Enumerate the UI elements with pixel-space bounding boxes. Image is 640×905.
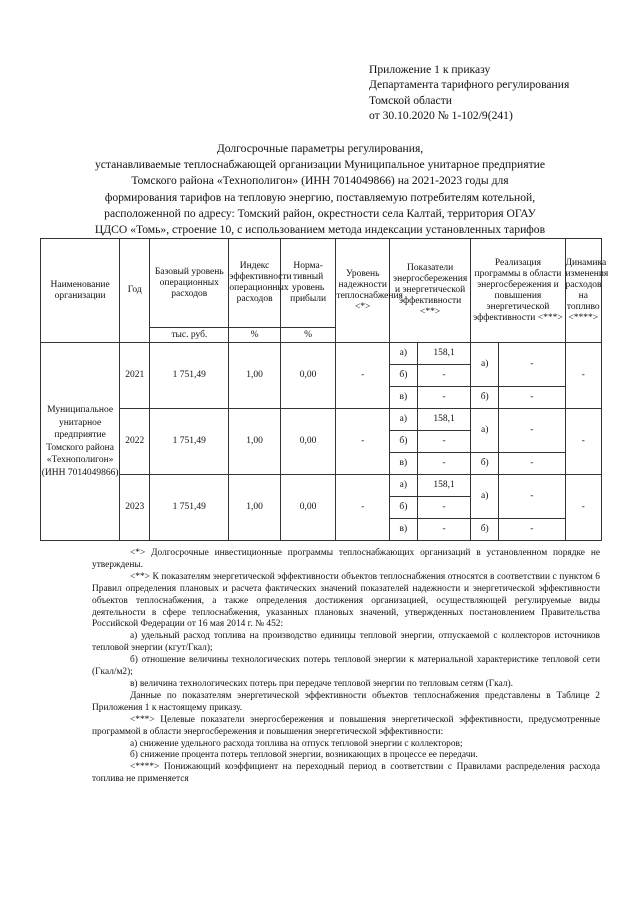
footnote: в) величина технологических потерь при передаче тепловой энергии по тепловым сетям (Гкал). [130, 678, 513, 689]
energy-label: в) [389, 453, 417, 475]
org-name: Муниципальное унитарное предприятие Томского района «Технополигон» (ИНН 7014049866) [41, 343, 120, 541]
title-line: расположенной по адресу: Томский район, окрестности села Калтай, территория ОГАУ [104, 206, 536, 220]
header-program: Реализация программы в области энергосбережения и повышения энергетической эффективности <***> [471, 239, 565, 343]
index-cell: 1,00 [229, 409, 280, 475]
header-norm: Норма-тивный уровень прибыли [280, 239, 336, 328]
program-label: а) [471, 409, 499, 453]
footnote: а) удельный расход топлива на производство единицы тепловой энергии, отпускаемой с коллекторов источников тепловой энергии (кгут/Гкал); [92, 631, 600, 654]
appendix-line: Департамента тарифного регулирования [369, 78, 570, 92]
energy-label: а) [389, 343, 417, 365]
program-value: - [499, 475, 565, 519]
footnotes [92, 548, 600, 786]
header-dynamics: Динамика изменения расходов на топливо <****> [565, 239, 601, 343]
program-value: - [499, 387, 565, 409]
program-label: б) [471, 453, 499, 475]
norm-cell: 0,00 [280, 343, 336, 409]
title-line: Долгосрочные параметры регулирования, [216, 142, 424, 155]
footnote: Данные по показателям энергетической эффективности объектов теплоснабжения представлены в Таблице 2 Приложения 1 к настоящему приказу. [92, 690, 600, 713]
energy-label: а) [389, 475, 417, 497]
energy-value: - [417, 519, 471, 541]
norm-cell: 0,00 [280, 409, 336, 475]
header-reliability: Уровень надежности теплоснабжения <*> [336, 239, 390, 343]
program-value: - [499, 519, 565, 541]
energy-label: в) [389, 387, 417, 409]
table-row [41, 409, 602, 431]
table-row [41, 343, 602, 365]
reliability-cell: - [336, 343, 390, 409]
program-value: - [499, 409, 565, 453]
header-org: Наименование организации [41, 239, 120, 343]
base-cell: 1 751,49 [150, 409, 229, 475]
year-cell: 2022 [120, 409, 150, 475]
program-value: - [499, 343, 565, 387]
energy-value: 158,1 [417, 475, 471, 497]
norm-cell: 0,00 [280, 475, 336, 541]
dynamics-cell: - [565, 475, 601, 541]
appendix-line: Приложение 1 к приказу [369, 63, 491, 76]
header-energy: Показатели энергосбережения и энергетической эффективности <**> [389, 239, 470, 343]
base-cell: 1 751,49 [150, 475, 229, 541]
energy-label: б) [389, 431, 417, 453]
header-index: Индекс эффективности операционных расходов [229, 239, 280, 328]
title-line: устанавливаемые теплоснабжающей организации Муниципальное унитарное предприятие [94, 158, 545, 172]
energy-value: - [417, 497, 471, 519]
energy-label: б) [389, 365, 417, 387]
title-line: Томского района «Технополигон» (ИНН 7014049866) на 2021-2023 годы для [131, 174, 509, 188]
title-line: ЦДСО «Томь», строение 10, с использованием метода индексации установленных тарифов [94, 223, 546, 237]
footnote: <**> К показателям энергетической эффективности объектов теплоснабжения относятся в соответствии с пунктом 6 Правил определения плановых и расчета фактических значений показателей надежности и энергетической эффективности объектов теплоснабжения, а также определения достижения организацией, осуществляющей регулируемые виды деятельности в сфере теплоснабжения, указанных плановых значений, утвержденных постановлением Правительства Российской Федерации от 16 мая 2014 г. № 452: [92, 571, 600, 630]
energy-value: - [417, 453, 471, 475]
parameters-table [40, 238, 609, 541]
energy-label: в) [389, 519, 417, 541]
footnote: <*> Долгосрочные инвестиционные программы теплоснабжающих организаций в установленном порядке не утверждены. [92, 548, 600, 570]
program-label: а) [471, 343, 499, 387]
header-base: Базовый уровень операционных расходов [150, 239, 229, 328]
program-label: а) [471, 475, 499, 519]
year-cell: 2021 [120, 343, 150, 409]
unit-base: тыс. руб. [150, 328, 229, 343]
dynamics-cell: - [565, 343, 601, 409]
dynamics-cell: - [565, 409, 601, 475]
appendix-line: Томской области [369, 93, 452, 107]
reliability-cell: - [336, 409, 390, 475]
index-cell: 1,00 [229, 343, 280, 409]
program-value: - [499, 453, 565, 475]
appendix-block [369, 62, 619, 124]
energy-value: 158,1 [417, 343, 471, 365]
header-year: Год [120, 239, 150, 343]
energy-value: - [417, 431, 471, 453]
reliability-cell: - [336, 475, 390, 541]
energy-label: б) [389, 497, 417, 519]
program-label: б) [471, 387, 499, 409]
footnote: а) снижение удельного расхода топлива на отпуск тепловой энергии с коллекторов; [130, 738, 463, 749]
energy-label: а) [389, 409, 417, 431]
unit-norm: % [280, 328, 336, 343]
energy-value: 158,1 [417, 409, 471, 431]
base-cell: 1 751,49 [150, 343, 229, 409]
index-cell: 1,00 [229, 475, 280, 541]
footnote: <***> Целевые показатели энергосбережения и повышения энергетической эффективности, предусмотренные программой в области энергосбережения и повышения энергетической эффективности: [92, 714, 600, 737]
footnote: б) отношение величины технологических потерь тепловой энергии к материальной характеристике тепловой сети (Гкал/м2); [92, 655, 600, 678]
energy-value: - [417, 387, 471, 409]
year-cell: 2023 [120, 475, 150, 541]
appendix-line: от 30.10.2020 № 1-102/9(241) [369, 109, 513, 123]
header-row [41, 239, 602, 328]
document-title [40, 141, 600, 238]
energy-value: - [417, 365, 471, 387]
table-row [41, 475, 602, 497]
unit-index: % [229, 328, 280, 343]
footnote: б) снижение процента потерь тепловой энергии, возникающих в процессе ее передачи. [130, 750, 478, 761]
title-line: формирования тарифов на тепловую энергию, поставляемую потребителям котельной, [104, 190, 536, 204]
footnote: <****> Понижающий коэффициент на переходный период в соответствии с Правилами распределения расхода топлива не применяется [92, 762, 600, 785]
program-label: б) [471, 519, 499, 541]
